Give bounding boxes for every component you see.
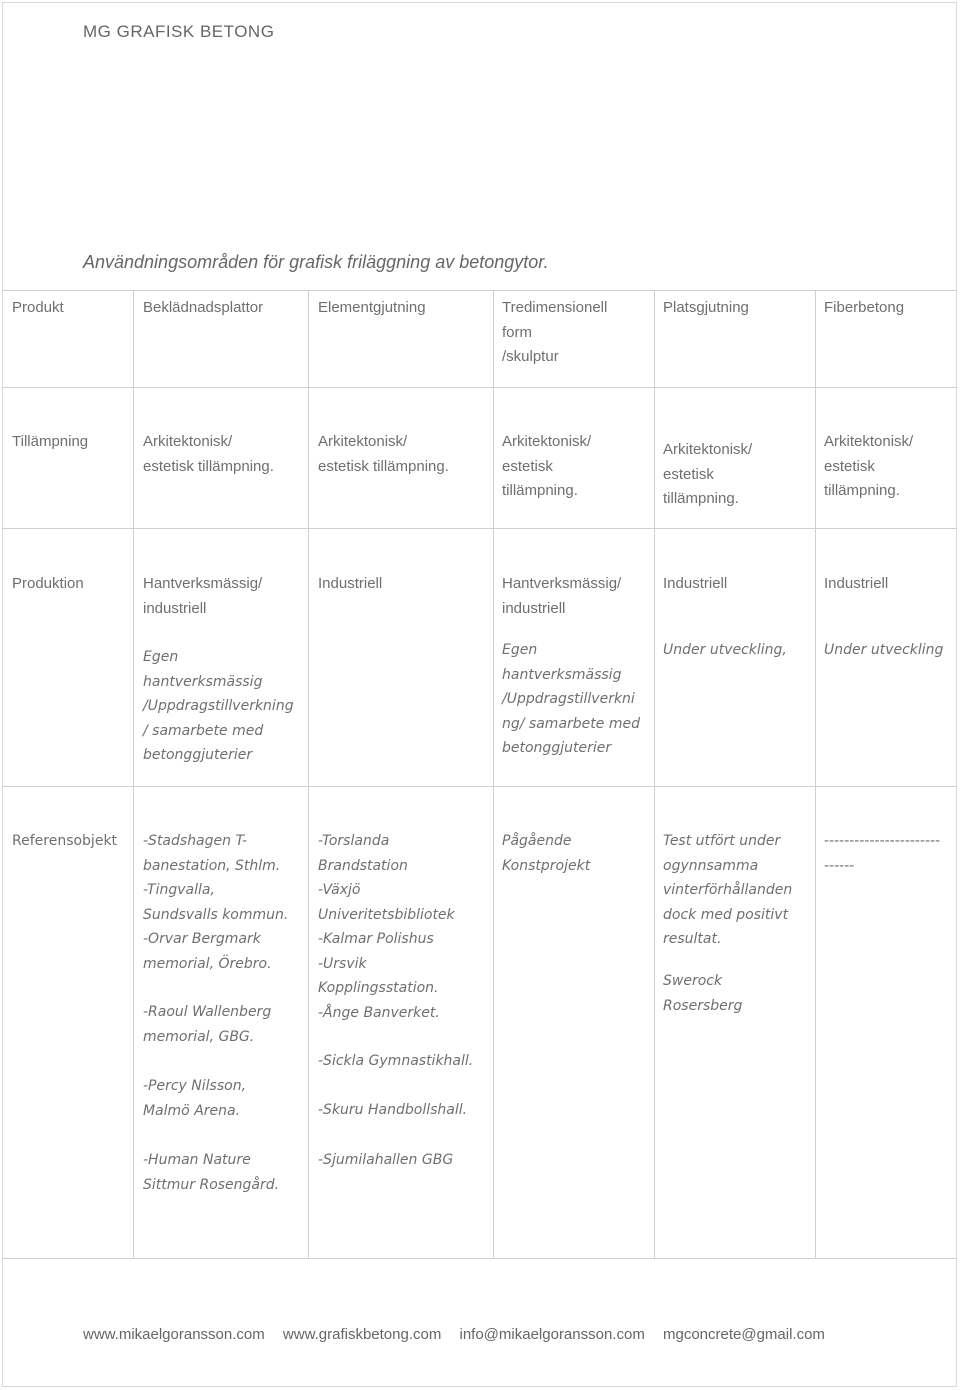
- table-cell: Arkitektonisk/ estetisk tillämpning.: [502, 433, 592, 499]
- table-cell: Industriell: [318, 575, 383, 592]
- table-cell: Hantverksmässig/ industriell: [143, 575, 263, 617]
- header-title: MG GRAFISK BETONG: [83, 22, 275, 41]
- row-label-tillampning: Tillämpning: [12, 433, 89, 450]
- row-divider: [2, 528, 957, 529]
- reference-list: Pågående Konstprojekt: [502, 833, 591, 874]
- row-divider: [2, 1258, 957, 1259]
- table-header-produkt: Produkt: [12, 299, 64, 316]
- row-label-referensobjekt: Referensobjekt: [12, 833, 118, 849]
- footer-link-website[interactable]: www.grafiskbetong.com: [282, 1326, 442, 1343]
- column-divider: [133, 290, 134, 1258]
- table-cell: Hantverksmässig/ industriell: [502, 575, 622, 617]
- table-cell-detail: Egen hantverksmässig /Uppdragstillverkning / samarbete med betonggjuterier: [143, 649, 294, 763]
- reference-item: -Human Nature Sittmur Rosengård.: [143, 1152, 280, 1193]
- column-divider: [493, 290, 494, 1258]
- table-header-cell: Fiberbetong: [824, 299, 905, 316]
- reference-list: Test utfört under ogynnsamma vinterförhållanden dock med positivt resultat.: [663, 833, 793, 947]
- column-divider: [654, 290, 655, 1258]
- reference-item: -Raoul Wallenberg memorial, GBG.: [143, 1004, 272, 1045]
- table-cell: Arkitektonisk/ estetisk tillämpning.: [663, 441, 753, 507]
- table-header-cell: Beklädnadsplattor: [143, 299, 264, 316]
- reference-item: -Sjumilahallen GBG: [318, 1152, 454, 1168]
- footer-link-email[interactable]: mgconcrete@gmail.com: [662, 1326, 825, 1343]
- table-cell: Arkitektonisk/ estetisk tillämpning.: [143, 433, 274, 475]
- reference-list: -Stadshagen T- banestation, Sthlm. -Tingvalla, Sundsvalls kommun. -Orvar Bergmark memorial, Örebro.: [143, 833, 289, 972]
- table-cell: Arkitektonisk/ estetisk tillämpning.: [824, 433, 914, 499]
- table-header-cell: Tredimensionell form /skulptur: [502, 299, 608, 365]
- reference-item: Swerock Rosersberg: [663, 973, 743, 1014]
- table-cell-detail: Under utveckling,: [663, 642, 787, 658]
- footer-link-email[interactable]: info@mikaelgoransson.com: [459, 1326, 645, 1343]
- reference-item: -Percy Nilsson, Malmö Arena.: [143, 1078, 247, 1119]
- row-divider: [2, 786, 957, 787]
- page-subtitle: Användningsområden för grafisk friläggning av betongytor.: [83, 252, 549, 272]
- reference-item: -Skuru Handbollshall.: [318, 1102, 468, 1118]
- reference-item: -Sickla Gymnastikhall.: [318, 1053, 474, 1069]
- table-cell-detail: Under utveckling: [824, 642, 944, 658]
- table-header-cell: Elementgjutning: [318, 299, 426, 316]
- footer: [83, 1326, 839, 1343]
- table-header-cell: Platsgjutning: [663, 299, 749, 316]
- reference-list: ----------------------- ------: [824, 833, 941, 874]
- reference-list: -Torslanda Brandstation -Växjö Univeritetsbibliotek -Kalmar Polishus -Ursvik Kopplingsstation. -Ånge Banverket.: [318, 833, 455, 1021]
- table-cell-detail: Egen hantverksmässig /Uppdragstillverkni ng/ samarbete med betonggjuterier: [502, 642, 640, 756]
- footer-link-website[interactable]: www.mikaelgoransson.com: [83, 1326, 265, 1343]
- column-divider: [815, 290, 816, 1258]
- column-divider: [308, 290, 309, 1258]
- row-divider: [2, 290, 957, 291]
- table-cell: Industriell: [824, 575, 889, 592]
- row-label-produktion: Produktion: [12, 575, 84, 592]
- row-divider: [2, 387, 957, 388]
- table-cell: Industriell: [663, 575, 728, 592]
- table-cell: Arkitektonisk/ estetisk tillämpning.: [318, 433, 449, 475]
